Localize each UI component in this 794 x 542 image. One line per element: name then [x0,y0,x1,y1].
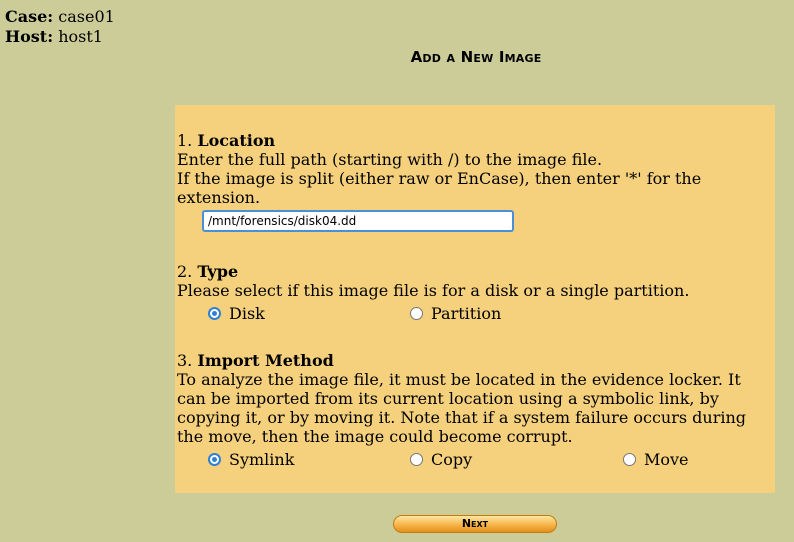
radio-disk-label: Disk [229,304,265,323]
type-section [177,262,771,300]
host-line [5,27,115,47]
page-title: Add a New Image [410,48,542,66]
type-heading [177,262,771,281]
radio-symlink-label: Symlink [229,450,295,469]
location-title: Location [197,131,276,150]
host-value: host1 [58,27,103,46]
host-label: Host: [5,27,54,46]
import-title: Import Method [197,351,334,370]
location-number: 1. [177,131,193,150]
import-section [177,351,771,446]
radio-copy-label: Copy [431,450,473,469]
radio-disk-circle[interactable] [208,307,221,320]
type-title: Type [197,262,239,281]
location-heading [177,131,771,150]
import-number: 3. [177,351,193,370]
location-instruction: Enter the full path (starting with /) to the image file. [177,150,603,169]
case-line [5,7,115,27]
radio-partition[interactable] [410,304,501,323]
radio-copy[interactable] [410,450,472,469]
radio-move-circle[interactable] [623,453,636,466]
import-heading [177,351,771,370]
radio-move[interactable] [623,450,689,469]
case-value: case01 [58,7,115,26]
type-description: Please select if this image file is for a disk or a single partition. [177,281,690,300]
radio-symlink-circle[interactable] [208,453,221,466]
location-section [177,131,771,207]
radio-move-label: Move [644,450,689,469]
case-info [5,7,115,47]
next-button[interactable]: Next [393,515,557,533]
radio-partition-circle[interactable] [410,307,423,320]
image-path-input[interactable] [202,210,514,232]
location-split-note: If the image is split (either raw or EnCase), then enter '*' for the extension. [177,169,702,207]
case-label: Case: [5,7,54,26]
radio-partition-label: Partition [431,304,502,323]
type-number: 2. [177,262,193,281]
add-image-panel [175,105,775,493]
radio-disk[interactable] [208,304,265,323]
radio-symlink[interactable] [208,450,294,469]
radio-copy-circle[interactable] [410,453,423,466]
import-description: To analyze the image file, it must be located in the evidence locker. It can be imported from its current location using a symbolic link, by copying it, or by moving it. Note that if a system failure occurs during the move, then the image could become corrupt. [177,370,747,446]
